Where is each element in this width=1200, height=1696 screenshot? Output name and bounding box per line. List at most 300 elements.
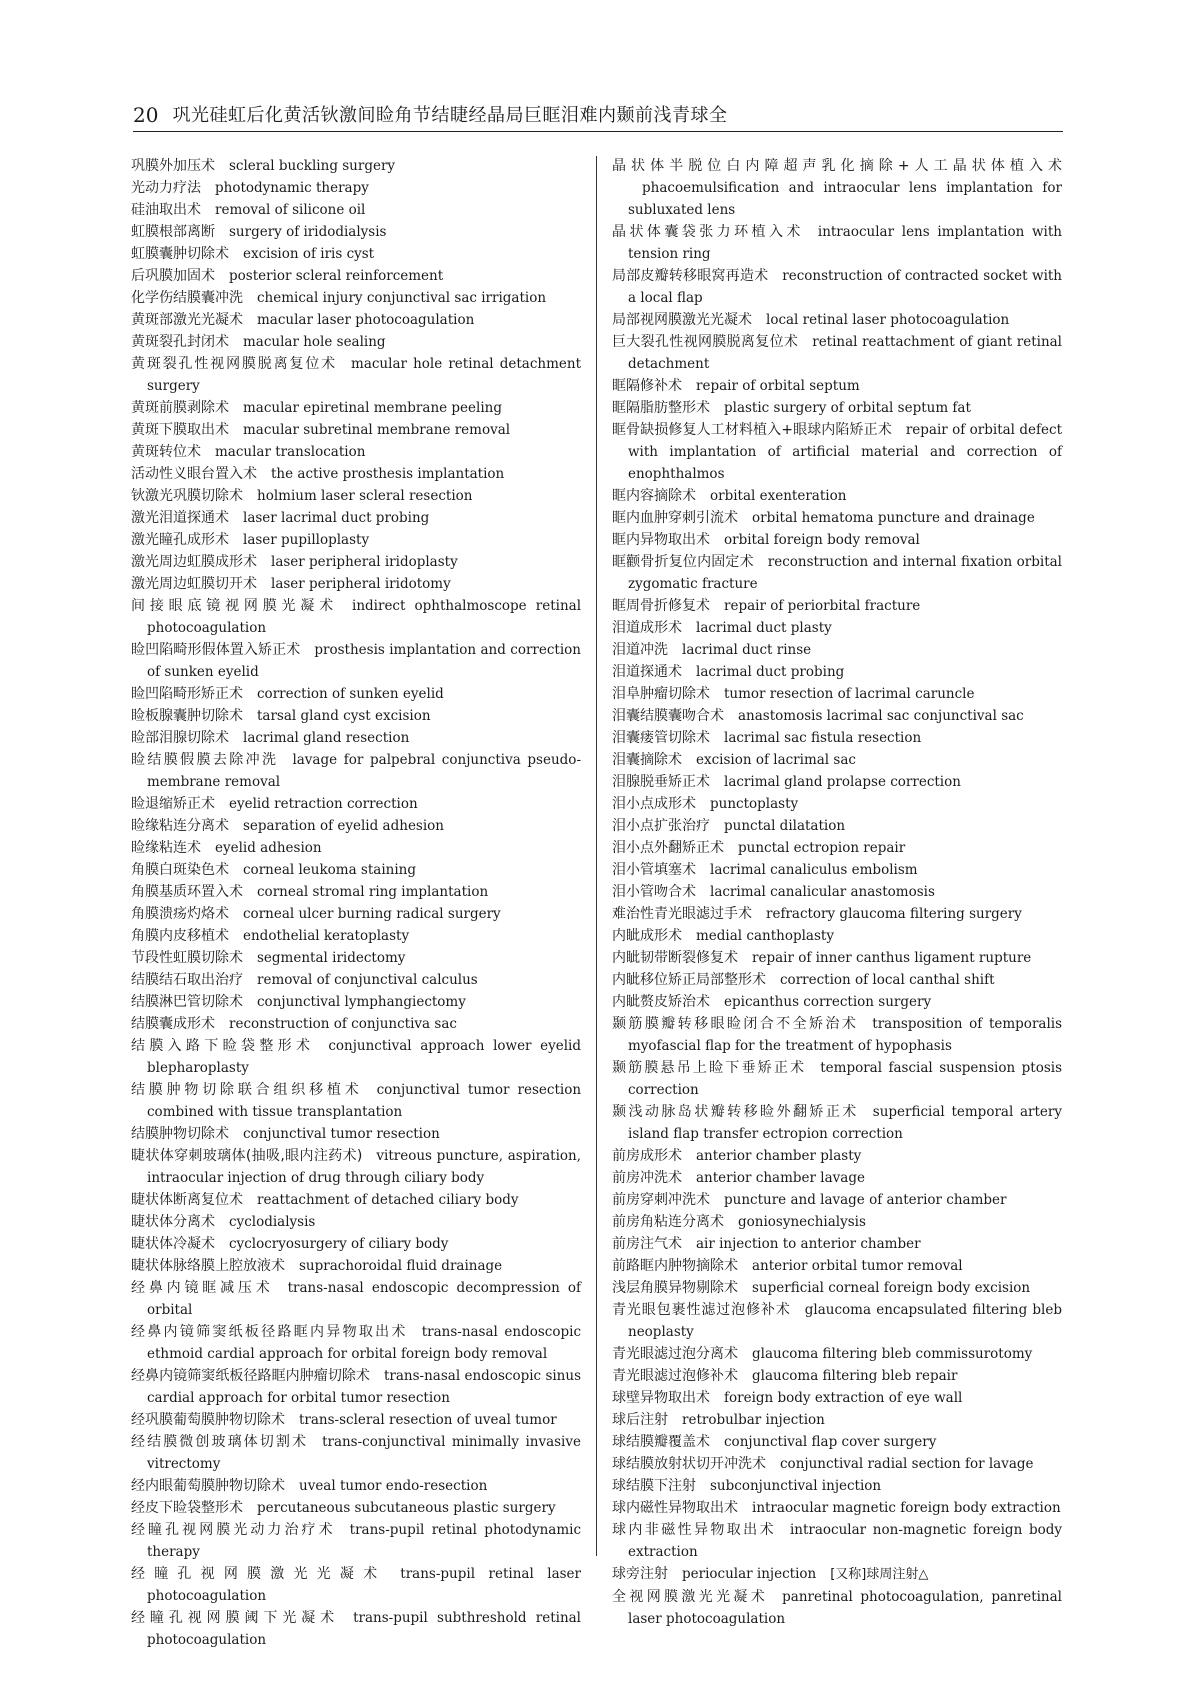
glossary-entry — [131, 1321, 581, 1365]
term-english: prosthesis implantation and correction of sunken eyelid — [147, 642, 582, 680]
glossary-entry — [612, 155, 1062, 221]
glossary-entry — [131, 529, 581, 551]
term-chinese: 泪道冲洗 — [612, 642, 668, 658]
glossary-entry — [612, 903, 1062, 925]
glossary-entry — [612, 771, 1062, 793]
term-english: removal of conjunctival calculus — [257, 972, 478, 988]
term-english: lacrimal canaliculus embolism — [710, 862, 918, 878]
term-english: trans-scleral resection of uveal tumor — [299, 1412, 557, 1428]
glossary-entry — [131, 1189, 581, 1211]
term-english: macular hole sealing — [243, 334, 386, 350]
term-chinese: 眶内异物取出术 — [612, 532, 710, 548]
term-english: scleral buckling surgery — [229, 158, 396, 174]
term-chinese: 球内磁性异物取出术 — [612, 1500, 738, 1516]
term-chinese: 巩膜外加压术 — [131, 158, 215, 174]
glossary-entry — [612, 507, 1062, 529]
glossary-entry — [612, 1475, 1062, 1497]
glossary-entry — [131, 1123, 581, 1145]
glossary-entry — [612, 529, 1062, 551]
glossary-entry — [612, 1343, 1062, 1365]
term-chinese: 结膜淋巴管切除术 — [131, 994, 243, 1010]
glossary-entry — [612, 1586, 1062, 1630]
glossary-entry — [612, 991, 1062, 1013]
glossary-entry — [131, 199, 581, 221]
term-chinese: 睫状体冷凝术 — [131, 1236, 215, 1252]
term-english: retrobulbar injection — [682, 1412, 825, 1428]
glossary-entry — [612, 1101, 1062, 1145]
term-chinese: 球内非磁性异物取出术 — [612, 1522, 776, 1538]
term-english: holmium laser scleral resection — [257, 488, 473, 504]
term-chinese: 眶隔修补术 — [612, 378, 682, 394]
term-chinese: 睑凹陷畸形矫正术 — [131, 686, 243, 702]
glossary-entry — [131, 419, 581, 441]
glossary-entry — [131, 815, 581, 837]
term-english: conjunctival lymphangiectomy — [257, 994, 466, 1010]
term-english: intraocular magnetic foreign body extraction — [752, 1500, 1061, 1516]
term-chinese: 睑部泪腺切除术 — [131, 730, 229, 746]
term-chinese: 睫状体穿刺玻璃体(抽吸,眼内注药术) — [131, 1148, 363, 1164]
term-chinese: 角膜白斑染色术 — [131, 862, 229, 878]
term-chinese: 结膜囊成形术 — [131, 1016, 215, 1032]
term-english: conjunctival flap cover surgery — [724, 1434, 937, 1450]
term-english: macular laser photocoagulation — [257, 312, 475, 328]
glossary-entry — [131, 287, 581, 309]
glossary-entry — [131, 155, 581, 177]
term-chinese: 眶内容摘除术 — [612, 488, 696, 504]
glossary-entry — [131, 507, 581, 529]
term-english: repair of periorbital fracture — [724, 598, 921, 614]
term-chinese: 难治性青光眼滤过手术 — [612, 906, 752, 922]
term-english: orbital exenteration — [710, 488, 847, 504]
glossary-entry — [612, 1211, 1062, 1233]
glossary-entry — [612, 683, 1062, 705]
term-english: repair of inner canthus ligament rupture — [752, 950, 1032, 966]
term-english: glaucoma filtering bleb commissurotomy — [752, 1346, 1033, 1362]
term-english: puncture and lavage of anterior chamber — [724, 1192, 1007, 1208]
term-english: plastic surgery of orbital septum fat — [724, 400, 971, 416]
term-chinese: 泪小点成形术 — [612, 796, 696, 812]
glossary-entry — [612, 485, 1062, 507]
right-column — [612, 155, 1062, 1630]
glossary-entry — [131, 903, 581, 925]
glossary-entry — [131, 1211, 581, 1233]
term-english: periocular injection — [682, 1566, 817, 1582]
term-english: suprachoroidal fluid drainage — [299, 1258, 503, 1274]
glossary-entry — [131, 705, 581, 727]
glossary-entry — [131, 881, 581, 903]
term-chinese: 经巩膜葡萄膜肿物切除术 — [131, 1412, 285, 1428]
term-english: orbital hematoma puncture and drainage — [752, 510, 1035, 526]
term-chinese: 内眦成形术 — [612, 928, 682, 944]
term-chinese: 节段性虹膜切除术 — [131, 950, 243, 966]
term-chinese: 激光泪道探通术 — [131, 510, 229, 526]
term-chinese: 硅油取出术 — [131, 202, 201, 218]
term-english: tarsal gland cyst excision — [257, 708, 431, 724]
glossary-entry — [612, 265, 1062, 309]
glossary-entry — [131, 991, 581, 1013]
term-english: local retinal laser photocoagulation — [766, 312, 1010, 328]
term-chinese: 青光眼包裹性滤过泡修补术 — [612, 1302, 791, 1318]
term-english: phacoemulsification and intraocular lens implantation for subluxated lens — [628, 180, 1062, 218]
term-english: laser pupilloplasty — [243, 532, 370, 548]
page-header — [133, 100, 1063, 132]
term-english: excision of iris cyst — [243, 246, 375, 262]
glossary-entry — [612, 639, 1062, 661]
term-english: panretinal photocoagulation, panretinal laser photocoagulation — [628, 1589, 1062, 1627]
term-english: lacrimal gland resection — [243, 730, 410, 746]
term-english: conjunctival radial section for lavage — [780, 1456, 1034, 1472]
term-chinese: 睫状体断离复位术 — [131, 1192, 243, 1208]
glossary-entry — [131, 441, 581, 463]
term-english: lacrimal canalicular anastomosis — [710, 884, 935, 900]
term-chinese: 角膜溃疡灼烙术 — [131, 906, 229, 922]
term-chinese: 光动力疗法 — [131, 180, 201, 196]
glossary-entry — [612, 925, 1062, 947]
glossary-entry — [131, 1035, 581, 1079]
glossary-entry — [612, 1145, 1062, 1167]
term-english: conjunctival tumor resection combined with tissue transplantation — [147, 1082, 582, 1120]
glossary-entry — [612, 1497, 1062, 1519]
glossary-entry — [612, 705, 1062, 727]
term-english: trans-pupil retinal laser photocoagulation — [147, 1566, 582, 1604]
term-english: uveal tumor endo-resection — [299, 1478, 488, 1494]
term-english: removal of silicone oil — [215, 202, 366, 218]
glossary-entry — [131, 925, 581, 947]
term-chinese: 浅层角膜异物剔除术 — [612, 1280, 738, 1296]
term-chinese: 黄斑部激光光凝术 — [131, 312, 243, 328]
term-english: trans-pupil retinal photodynamic therapy — [147, 1522, 582, 1560]
running-title: 巩光硅虹后化黄活钬激间睑角节结睫经晶局巨眶泪难内颞前浅青球全 — [172, 105, 728, 126]
term-english: cyclocryosurgery of ciliary body — [229, 1236, 449, 1252]
term-chinese: 泪小管填塞术 — [612, 862, 696, 878]
glossary-entry — [131, 1277, 581, 1321]
term-english: punctoplasty — [710, 796, 799, 812]
term-chinese: 泪囊瘘管切除术 — [612, 730, 710, 746]
glossary-entry — [131, 1365, 581, 1409]
glossary-entry — [612, 331, 1062, 375]
glossary-entry — [131, 221, 581, 243]
term-english: repair of orbital septum — [696, 378, 860, 394]
term-chinese: 睑凹陷畸形假体置入矫正术 — [131, 642, 301, 658]
term-chinese: 结膜肿物切除术 — [131, 1126, 229, 1142]
term-english: endothelial keratoplasty — [243, 928, 410, 944]
term-chinese: 睑缘粘连分离术 — [131, 818, 229, 834]
term-english: lavage for palpebral conjunctiva pseudo-membrane removal — [147, 752, 581, 790]
glossary-entry — [131, 463, 581, 485]
term-chinese: 颞筋膜悬吊上睑下垂矫正术 — [612, 1060, 807, 1076]
term-english: macular hole retinal detachment surgery — [147, 356, 581, 394]
term-chinese: 球壁异物取出术 — [612, 1390, 710, 1406]
term-chinese: 后巩膜加固术 — [131, 268, 215, 284]
term-chinese: 虹膜根部离断 — [131, 224, 215, 240]
term-chinese: 泪道探通术 — [612, 664, 682, 680]
term-chinese: 颞浅动脉岛状瓣转移睑外翻矫正术 — [612, 1104, 859, 1120]
term-english: corneal ulcer burning radical surgery — [243, 906, 501, 922]
term-english: anterior orbital tumor removal — [752, 1258, 963, 1274]
term-chinese: 局部视网膜激光光凝术 — [612, 312, 752, 328]
glossary-entry — [131, 353, 581, 397]
glossary-entry — [612, 1563, 1062, 1586]
glossary-entry — [131, 1079, 581, 1123]
glossary-entry — [612, 419, 1062, 485]
glossary-entry — [131, 837, 581, 859]
term-chinese: 晶状体半脱位白内障超声乳化摘除+人工晶状体植入术 — [612, 158, 1062, 174]
term-chinese: 经内眼葡萄膜肿物切除术 — [131, 1478, 285, 1494]
term-english: epicanthus correction surgery — [724, 994, 932, 1010]
glossary-entry — [131, 969, 581, 991]
term-english: corneal stromal ring implantation — [257, 884, 489, 900]
term-chinese: 球结膜瓣覆盖术 — [612, 1434, 710, 1450]
glossary-entry — [612, 1365, 1062, 1387]
term-english: reattachment of detached ciliary body — [257, 1192, 519, 1208]
term-chinese: 局部皮瓣转移眼窝再造术 — [612, 268, 769, 284]
term-chinese: 青光眼滤过泡修补术 — [612, 1368, 738, 1384]
glossary-entry — [612, 309, 1062, 331]
term-english: orbital foreign body removal — [724, 532, 920, 548]
term-english: laser lacrimal duct probing — [243, 510, 430, 526]
term-chinese: 睑缘粘连术 — [131, 840, 201, 856]
term-english: macular subretinal membrane removal — [243, 422, 511, 438]
term-chinese: 角膜内皮移植术 — [131, 928, 229, 944]
glossary-entry — [612, 1277, 1062, 1299]
glossary-entry — [131, 1233, 581, 1255]
term-chinese: 激光周边虹膜切开术 — [131, 576, 257, 592]
term-english: tumor resection of lacrimal caruncle — [724, 686, 975, 702]
term-chinese: 青光眼滤过泡分离术 — [612, 1346, 738, 1362]
term-chinese: 结膜结石取出治疗 — [131, 972, 243, 988]
term-english: trans-nasal endoscopic decompression of orbital — [147, 1280, 581, 1318]
term-chinese: 经瞳孔视网膜光动力治疗术 — [131, 1522, 336, 1538]
column-divider — [596, 156, 597, 1556]
term-english: goniosynechialysis — [738, 1214, 866, 1230]
glossary-entry — [131, 727, 581, 749]
term-chinese: 内眦韧带断裂修复术 — [612, 950, 738, 966]
term-english: intraocular non-magnetic foreign body extraction — [628, 1522, 1062, 1560]
term-chinese: 角膜基质环置入术 — [131, 884, 243, 900]
glossary-entry — [131, 1475, 581, 1497]
glossary-entry — [612, 1453, 1062, 1475]
glossary-entry — [131, 1497, 581, 1519]
term-english: transposition of temporalis myofascial flap for the treatment of hypophasis — [628, 1016, 1063, 1054]
term-english: reconstruction of conjunctiva sac — [229, 1016, 457, 1032]
term-english: trans-pupil subthreshold retinal photocoagulation — [147, 1610, 581, 1648]
term-english: excision of lacrimal sac — [696, 752, 856, 768]
term-english: trans-nasal endoscopic sinus cardial approach for orbital tumor resection — [147, 1368, 582, 1406]
term-chinese: 睫状体分离术 — [131, 1214, 215, 1230]
term-english: laser peripheral iridotomy — [271, 576, 451, 592]
term-english: punctal dilatation — [724, 818, 846, 834]
term-english: superficial temporal artery island flap transfer ectropion correction — [628, 1104, 1063, 1142]
term-chinese: 间接眼底镜视网膜光凝术 — [131, 598, 339, 614]
glossary-entry — [612, 1013, 1062, 1057]
term-chinese: 泪小点扩张治疗 — [612, 818, 710, 834]
term-chinese: 泪阜肿瘤切除术 — [612, 686, 710, 702]
glossary-entry — [131, 1607, 581, 1651]
term-alias: [又称]球周注射△ — [830, 1567, 929, 1582]
term-chinese: 泪囊结膜囊吻合术 — [612, 708, 724, 724]
glossary-entry — [612, 595, 1062, 617]
term-english: superficial corneal foreign body excision — [752, 1280, 1031, 1296]
term-chinese: 黄斑下膜取出术 — [131, 422, 229, 438]
glossary-entry — [131, 1255, 581, 1277]
glossary-entry — [131, 573, 581, 595]
term-chinese: 泪囊摘除术 — [612, 752, 682, 768]
term-english: lacrimal sac fistula resection — [724, 730, 922, 746]
glossary-entry — [612, 1409, 1062, 1431]
term-english: reconstruction of contracted socket with a local flap — [628, 268, 1063, 306]
glossary-entry — [131, 331, 581, 353]
term-chinese: 球后注射 — [612, 1412, 668, 1428]
term-english: segmental iridectomy — [257, 950, 406, 966]
glossary-entry — [131, 551, 581, 573]
term-chinese: 内眦移位矫正局部整形术 — [612, 972, 766, 988]
glossary-entry — [612, 1255, 1062, 1277]
term-chinese: 前房角粘连分离术 — [612, 1214, 724, 1230]
glossary-entry — [612, 617, 1062, 639]
term-english: trans-nasal endoscopic ethmoid cardial approach for orbital foreign body removal — [147, 1324, 582, 1362]
term-english: surgery of iridodialysis — [229, 224, 387, 240]
term-chinese: 结膜肿物切除联合组织移植术 — [131, 1082, 363, 1098]
glossary-entry — [131, 177, 581, 199]
term-english: reconstruction and internal fixation orbital zygomatic fracture — [628, 554, 1062, 592]
glossary-entry — [612, 1431, 1062, 1453]
term-english: posterior scleral reinforcement — [229, 268, 444, 284]
term-chinese: 前房成形术 — [612, 1148, 682, 1164]
term-chinese: 经鼻内镜眶减压术 — [131, 1280, 274, 1296]
term-chinese: 巨大裂孔性视网膜脱离复位术 — [612, 334, 799, 350]
term-english: air injection to anterior chamber — [696, 1236, 921, 1252]
term-chinese: 睑结膜假膜去除冲洗 — [131, 752, 279, 768]
glossary-entry — [612, 1387, 1062, 1409]
glossary-entry — [612, 947, 1062, 969]
term-chinese: 晶状体囊袋张力环植入术 — [612, 224, 804, 240]
glossary-entry — [612, 815, 1062, 837]
term-chinese: 黄斑裂孔封闭术 — [131, 334, 229, 350]
glossary-entry — [612, 793, 1062, 815]
glossary-entry — [131, 397, 581, 419]
term-chinese: 泪道成形术 — [612, 620, 682, 636]
glossary-entry — [612, 375, 1062, 397]
term-english: eyelid adhesion — [215, 840, 322, 856]
term-english: photodynamic therapy — [215, 180, 369, 196]
term-english: laser peripheral iridoplasty — [271, 554, 458, 570]
glossary-entry — [131, 1519, 581, 1563]
term-chinese: 经结膜微创玻璃体切割术 — [131, 1434, 309, 1450]
term-chinese: 化学伤结膜囊冲洗 — [131, 290, 243, 306]
term-chinese: 颞筋膜瓣转移眼睑闭合不全矫治术 — [612, 1016, 859, 1032]
glossary-entry — [131, 1013, 581, 1035]
term-chinese: 全视网膜激光光凝术 — [612, 1589, 769, 1605]
term-english: vitreous puncture, aspiration, intraocular injection of drug through ciliary body — [147, 1148, 581, 1186]
glossary-entry — [131, 683, 581, 705]
term-english: lacrimal duct rinse — [682, 642, 812, 658]
term-chinese: 前房冲洗术 — [612, 1170, 682, 1186]
term-chinese: 结膜入路下睑袋整形术 — [131, 1038, 315, 1054]
term-english: corneal leukoma staining — [243, 862, 417, 878]
term-english: macular epiretinal membrane peeling — [243, 400, 503, 416]
term-chinese: 睫状体脉络膜上腔放液术 — [131, 1258, 285, 1274]
term-english: medial canthoplasty — [696, 928, 834, 944]
term-chinese: 经鼻内镜筛窦纸板径路眶内异物取出术 — [131, 1324, 408, 1340]
term-chinese: 球结膜下注射 — [612, 1478, 696, 1494]
term-chinese: 前房穿刺冲洗术 — [612, 1192, 710, 1208]
glossary-entry — [612, 881, 1062, 903]
term-english: anastomosis lacrimal sac conjunctival sac — [738, 708, 1024, 724]
term-chinese: 球结膜放射状切开冲洗术 — [612, 1456, 766, 1472]
glossary-entry — [131, 243, 581, 265]
term-english: macular translocation — [215, 444, 366, 460]
term-english: intraocular lens implantation with tension ring — [628, 224, 1062, 262]
glossary-entry — [612, 1233, 1062, 1255]
term-english: anterior chamber plasty — [696, 1148, 862, 1164]
term-english: separation of eyelid adhesion — [243, 818, 444, 834]
term-english: anterior chamber lavage — [696, 1170, 865, 1186]
glossary-entry — [131, 793, 581, 815]
glossary-entry — [612, 551, 1062, 595]
term-chinese: 泪小管吻合术 — [612, 884, 696, 900]
glossary-entry — [612, 1519, 1062, 1563]
term-english: retinal reattachment of giant retinal detachment — [628, 334, 1063, 372]
term-chinese: 经鼻内镜筛窦纸板径路眶内肿瘤切除术 — [131, 1368, 370, 1384]
glossary-entry — [612, 1189, 1062, 1211]
term-english: percutaneous subcutaneous plastic surgery — [257, 1500, 556, 1516]
term-chinese: 眶颧骨折复位内固定术 — [612, 554, 754, 570]
term-chinese: 经瞳孔视网膜激光光凝术 — [131, 1566, 387, 1582]
term-chinese: 激光瞳孔成形术 — [131, 532, 229, 548]
term-chinese: 前房注气术 — [612, 1236, 682, 1252]
term-english: trans-conjunctival minimally invasive vitrectomy — [147, 1434, 581, 1472]
glossary-entry — [131, 1431, 581, 1475]
term-english: lacrimal gland prolapse correction — [724, 774, 961, 790]
glossary-entry — [612, 969, 1062, 991]
term-english: glaucoma filtering bleb repair — [752, 1368, 958, 1384]
term-chinese: 眶内血肿穿刺引流术 — [612, 510, 738, 526]
glossary-entry — [131, 859, 581, 881]
glossary-entry — [131, 749, 581, 793]
term-chinese: 眶骨缺损修复人工材料植入+眼球内陷矫正术 — [612, 422, 892, 438]
term-english: correction of local canthal shift — [780, 972, 995, 988]
glossary-entry — [131, 1409, 581, 1431]
term-english: lacrimal duct plasty — [696, 620, 832, 636]
glossary-entry — [131, 1563, 581, 1607]
term-english: foreign body extraction of eye wall — [724, 1390, 963, 1406]
glossary-entry — [131, 309, 581, 331]
term-chinese: 钬激光巩膜切除术 — [131, 488, 243, 504]
glossary-entry — [131, 1145, 581, 1189]
term-chinese: 泪小点外翻矫正术 — [612, 840, 724, 856]
page-number: 20 — [133, 103, 159, 127]
glossary-entry — [612, 221, 1062, 265]
term-english: correction of sunken eyelid — [257, 686, 444, 702]
glossary-entry — [131, 595, 581, 639]
term-chinese: 前路眶内肿物摘除术 — [612, 1258, 738, 1274]
term-english: indirect ophthalmoscope retinal photocoagulation — [147, 598, 582, 636]
term-english: glaucoma encapsulated filtering bleb neoplasty — [628, 1302, 1063, 1340]
term-chinese: 内眦赘皮矫治术 — [612, 994, 710, 1010]
term-chinese: 黄斑转位术 — [131, 444, 201, 460]
term-english: lacrimal duct probing — [696, 664, 845, 680]
term-english: subconjunctival injection — [710, 1478, 882, 1494]
term-chinese: 泪腺脱垂矫正术 — [612, 774, 710, 790]
left-column — [131, 155, 581, 1651]
term-chinese: 激光周边虹膜成形术 — [131, 554, 257, 570]
term-english: cyclodialysis — [229, 1214, 316, 1230]
term-english: conjunctival approach lower eyelid blepharoplasty — [147, 1038, 582, 1076]
glossary-entry — [612, 1299, 1062, 1343]
term-chinese: 经瞳孔视网膜阈下光凝术 — [131, 1610, 340, 1626]
term-chinese: 黄斑裂孔性视网膜脱离复位术 — [131, 356, 338, 372]
term-chinese: 黄斑前膜剥除术 — [131, 400, 229, 416]
